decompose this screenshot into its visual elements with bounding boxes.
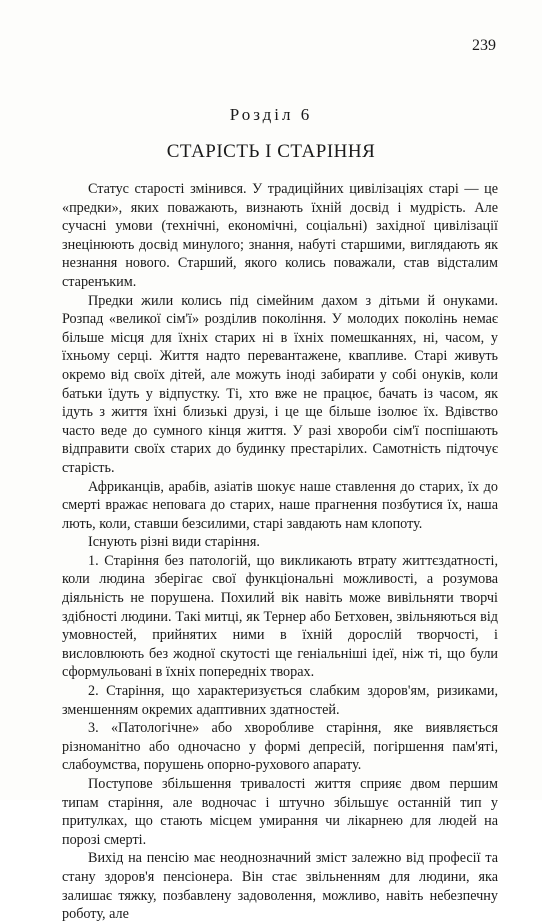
paragraph: Африканців, арабів, азіатів шокує наше ставлення до старих, їх до смерті вражає неповага до старих, наше прагнення позбутися їх, наша лють, коли, ставши безсилими, старі завдають нам клопоту. (62, 478, 498, 532)
paragraph: 3. «Патологічне» або хворобливе старіння, яке виявляється різноманітно або одночасно у формі депресій, погіршення пам'яті, слабоумства, порушень опорно-рухового апарату. (62, 720, 498, 774)
paragraph: 1. Старіння без патологій, що викликають втрату життєздатності, коли людина зберігає свої функціональні можливості, а розумова діяльність не порушена. Похилий вік навіть може вивільняти творчі здібності людини. Такі митці, як Тернер або Бетховен, звільняються від умовностей, прийнятих ними в їхній дорослій творчості, і висловлюють без жодної скутості ще геніальніші ідеї, ніж ті, що були сформульовані в їхніх попередніх творах. (62, 552, 498, 681)
paragraph: 2. Старіння, що характеризується слабким здоров'ям, ризиками, зменшенням окремих адаптивних здатностей. (62, 683, 498, 718)
paragraph: Поступове збільшення тривалості життя сприяє двом першим типам старіння, але водночас і штучно збільшує останній тип у притулках, що стають місцем умирання чи лікарнею для людей на порозі смерті. (62, 776, 498, 848)
paragraph: Існують різні види старіння. (88, 534, 260, 551)
chapter-title: СТАРІСТЬ І СТАРІННЯ (166, 141, 376, 162)
paragraph: Вихід на пенсію має неоднозначний зміст залежно від професії та стану здоров'я пенсіонера. Він стає звільненням для людини, яка залишає тяжку, позбавлену задоволення, можливо, навіть небезпечну роботу, але (62, 850, 498, 923)
section-label: Розділ 6 (229, 105, 313, 124)
page-number: 239 (472, 37, 496, 54)
body-text (62, 180, 498, 924)
paragraph: Статус старості змінився. У традиційних цивілізаціях старі — це «предки», яких поважають, визнають їхній досвід і мудрість. Але сучасні умови (технічні, економічні, соціальні) західної цивілізації знецінюють досвід минулого; знання, набуті старшими, виглядають як незнання нового. Старший, якого колись поважали, став відсталим старенъким. (62, 181, 498, 290)
paragraph: Предки жили колись під сімейним дахом з дітьми й онуками. Розпад «великої сім'ї» розділив покоління. У молодих поколінь немає більше місця для їхніх старих ні в їхніх помешканнях, ні, часом, у їхньому серці. Життя надто перевантажене, квапливе. Старі живуть окремо від своїх дітей, але можуть іноді забирати у собі онуків, коли батьки їдуть у відпустку. Ті, хто вже не працює, бачать із часом, як ідуть з життя їхні близькі друзі, і це ще більше ізолює їх. Вдівство часто веде до сумного кінця життя. У разі хвороби сім'ї поспішають відправити своїх старих до будинку престарілих. Самотність підточує старість. (62, 292, 498, 476)
